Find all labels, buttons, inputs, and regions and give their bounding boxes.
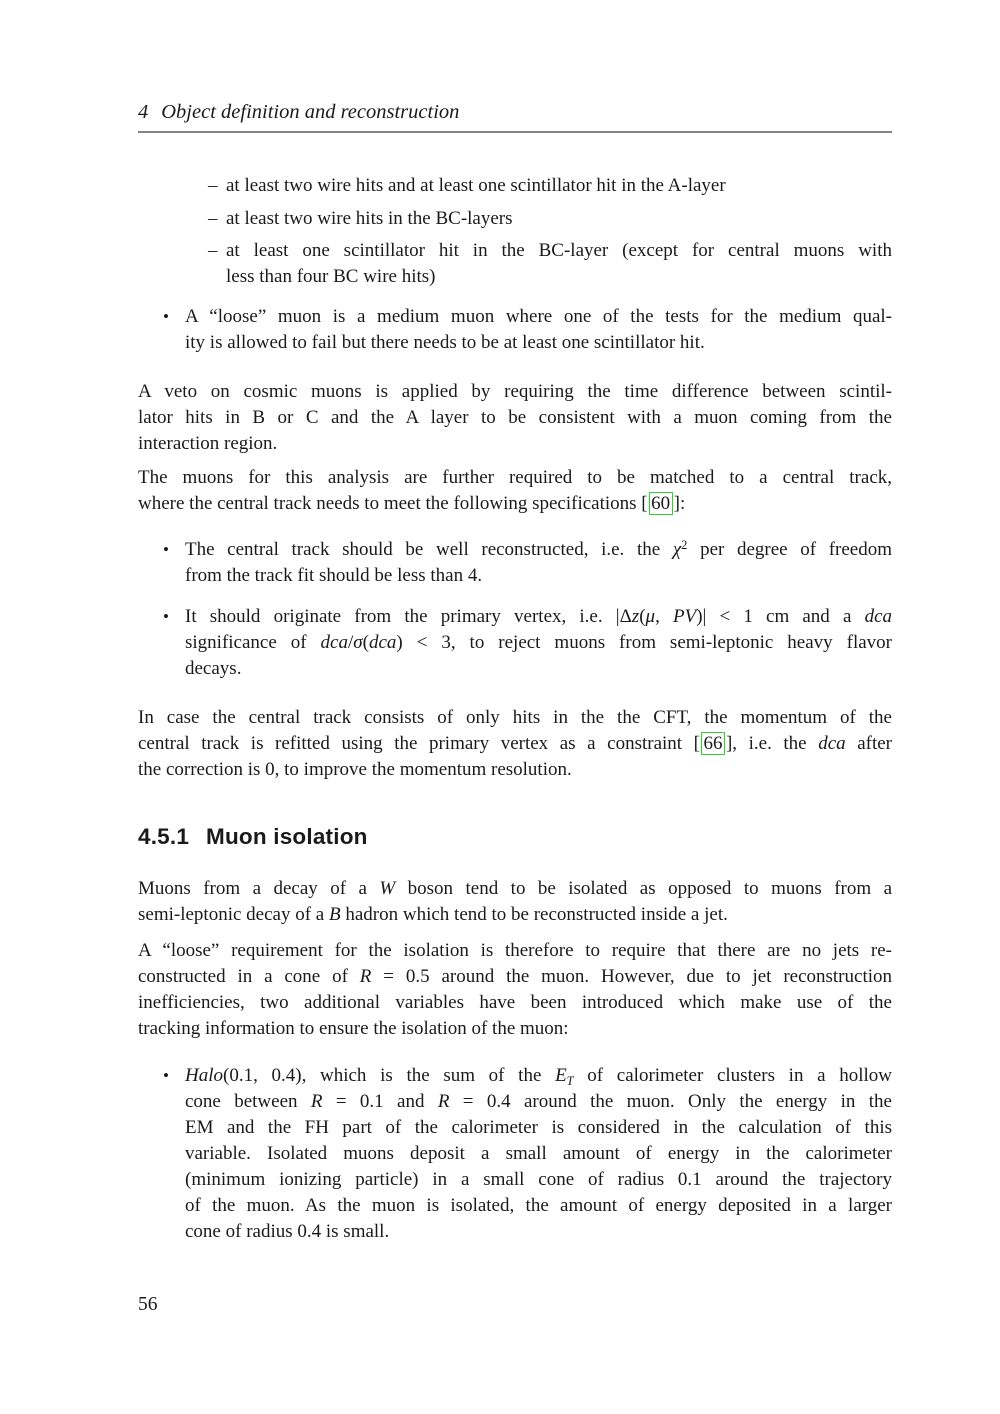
text-line <box>185 1167 892 1193</box>
text-segment: ( <box>639 606 646 627</box>
text-segment: Muons from a decay of a <box>138 878 380 899</box>
heading-muon-isolation <box>138 823 892 851</box>
text-segment: R <box>437 1091 450 1112</box>
text-segment: ( <box>362 632 369 653</box>
text-segment: tracking information to ensure the isolation of the muon: <box>138 1018 569 1039</box>
text-segment: at least two wire hits in the BC-layers <box>226 208 513 229</box>
text-line <box>138 405 892 431</box>
text-segment: χ <box>672 539 682 560</box>
text-segment: It should originate from the primary vertex, i.e. |Δ <box>185 606 632 627</box>
text-line <box>185 1115 892 1141</box>
text-line <box>185 1063 892 1089</box>
text-line <box>138 1016 892 1042</box>
text-segment: ], i.e. the <box>725 733 819 754</box>
text-segment: per degree of freedom <box>687 539 893 560</box>
text-segment: W <box>379 878 396 899</box>
text-segment: less than four BC wire hits) <box>226 266 436 287</box>
running-header <box>138 100 892 124</box>
text-block <box>138 100 892 1245</box>
text-line <box>185 330 892 356</box>
section-number: 4.5.1 <box>138 824 190 849</box>
dash-marker: – <box>208 208 218 229</box>
text-segment: dca <box>368 632 397 653</box>
bullet-primary-vertex <box>138 604 892 682</box>
text-line <box>138 876 892 902</box>
text-segment: cone between <box>185 1091 311 1112</box>
text-segment: central track is refitted using the primary vertex as a constraint [ <box>138 733 700 754</box>
text-line <box>185 304 892 330</box>
text-line <box>138 902 892 928</box>
text-segment: (0.1, 0.4), which is the sum of the <box>223 1065 556 1086</box>
para-w-boson <box>138 876 892 928</box>
text-segment: σ <box>353 632 363 653</box>
text-segment: boson tend to be isolated as opposed to muons from a <box>395 878 892 899</box>
section-title: Muon isolation <box>206 824 368 849</box>
citation-link-60[interactable]: 60 <box>649 492 673 515</box>
chapter-number: 4 <box>138 101 149 123</box>
dash-marker: – <box>208 240 218 261</box>
text-segment: )| < 1 cm and a <box>696 606 865 627</box>
dash-item-bc-layers <box>138 206 892 232</box>
text-line <box>185 1089 892 1115</box>
text-line <box>138 379 892 405</box>
content-blocks <box>138 173 892 1245</box>
text-line <box>226 173 892 199</box>
bullet-loose-muon <box>138 304 892 356</box>
text-segment: = 0.4 around the muon. Only the energy in the <box>449 1091 892 1112</box>
text-segment: from the track fit should be less than 4. <box>185 565 483 586</box>
text-line <box>185 563 892 589</box>
text-segment: ]: <box>673 493 686 514</box>
text-segment: hadron which tend to be reconstructed inside a jet. <box>340 904 728 925</box>
text-segment: constructed in a cone of <box>138 966 360 987</box>
para-central-track <box>138 465 892 517</box>
text-segment: z <box>631 606 640 627</box>
bullet-marker: • <box>163 540 169 559</box>
bullet-marker: • <box>163 307 169 326</box>
text-line <box>138 731 892 757</box>
text-line <box>185 537 892 563</box>
para-loose-isolation <box>138 938 892 1042</box>
text-segment: , <box>655 606 673 627</box>
text-segment: inefficiencies, two additional variables have been introduced which make use of the <box>138 992 892 1013</box>
text-segment: EM and the FH part of the calorimeter is considered in the calculation of this <box>185 1117 892 1138</box>
text-segment: at least one scintillator hit in the BC-layer (except for central muons with <box>226 240 892 261</box>
text-segment: variable. Isolated muons deposit a small amount of energy in the calorimeter <box>185 1143 892 1164</box>
text-segment: dca <box>864 606 892 627</box>
text-line <box>138 757 892 783</box>
text-segment: dca <box>320 632 348 653</box>
text-segment: where the central track needs to meet the following specifications [ <box>138 493 648 514</box>
text-segment: at least two wire hits and at least one scintillator hit in the A-layer <box>226 175 726 196</box>
text-segment: R <box>359 966 372 987</box>
text-segment: T <box>566 1074 574 1088</box>
text-segment: Halo <box>185 1065 223 1086</box>
text-segment: / <box>347 632 354 653</box>
dash-marker: – <box>208 175 218 196</box>
text-segment: lator hits in B or C and the A layer to be consistent with a muon coming from the <box>138 407 892 428</box>
text-segment: = 0.5 around the muon. However, due to jet reconstruction <box>371 966 892 987</box>
text-segment: semi-leptonic decay of a <box>138 904 329 925</box>
text-segment: The muons for this analysis are further required to be matched to a central track, <box>138 467 892 488</box>
text-segment: of calorimeter clusters in a hollow <box>573 1065 893 1086</box>
text-segment: A veto on cosmic muons is applied by requiring the time difference between scintil- <box>138 381 892 402</box>
citation-link-66[interactable]: 66 <box>701 732 725 755</box>
dash-item-bc-scint <box>138 238 892 290</box>
text-segment: 2 <box>681 538 688 552</box>
text-segment: of the muon. As the muon is isolated, the amount of energy deposited in a larger <box>185 1195 892 1216</box>
text-segment: ity is allowed to fail but there needs to be at least one scintillator hit. <box>185 332 705 353</box>
page-number: 56 <box>138 1294 158 1315</box>
text-line <box>226 264 892 290</box>
para-cft-refit <box>138 705 892 783</box>
text-segment: the correction is 0, to improve the momentum resolution. <box>138 759 572 780</box>
text-segment: R <box>310 1091 323 1112</box>
para-cosmic-veto <box>138 379 892 457</box>
text-segment: dca <box>818 733 846 754</box>
text-line <box>185 1193 892 1219</box>
text-line <box>138 465 892 491</box>
text-segment: decays. <box>185 658 242 679</box>
text-line <box>185 604 892 630</box>
dash-item-a-layer <box>138 173 892 199</box>
text-segment: μ <box>645 606 656 627</box>
text-segment: cone of radius 0.4 is small. <box>185 1221 390 1242</box>
text-line <box>138 964 892 990</box>
text-segment: The central track should be well reconstructed, i.e. the <box>185 539 673 560</box>
text-line <box>226 238 892 264</box>
text-line <box>138 990 892 1016</box>
chapter-title: Object definition and reconstruction <box>161 101 460 123</box>
bullet-chi2 <box>138 537 892 589</box>
text-line <box>226 206 892 232</box>
bullet-halo <box>138 1063 892 1245</box>
bullet-marker: • <box>163 607 169 626</box>
text-line <box>138 491 892 517</box>
text-segment: = 0.1 and <box>322 1091 438 1112</box>
header-rule <box>138 131 892 133</box>
text-segment: B <box>328 904 341 925</box>
text-line <box>185 1141 892 1167</box>
text-segment: (minimum ionizing particle) in a small cone of radius 0.1 around the trajectory <box>185 1169 892 1190</box>
text-line <box>185 656 892 682</box>
text-segment: ) < 3, to reject muons from semi-leptonic heavy flavor <box>396 632 892 653</box>
text-segment: significance of <box>185 632 321 653</box>
text-line <box>138 938 892 964</box>
text-line <box>138 705 892 731</box>
text-segment: PV <box>672 606 697 627</box>
text-line <box>138 431 892 457</box>
bullet-marker: • <box>163 1066 169 1085</box>
text-segment: interaction region. <box>138 433 278 454</box>
text-line <box>185 1219 892 1245</box>
text-segment: after <box>845 733 892 754</box>
text-segment: E <box>555 1065 567 1086</box>
text-line <box>185 630 892 656</box>
text-segment: A “loose” muon is a medium muon where one of the tests for the medium qual- <box>185 306 892 327</box>
text-segment: A “loose” requirement for the isolation is therefore to require that there are no jets re- <box>138 940 892 961</box>
text-segment: In case the central track consists of only hits in the the CFT, the momentum of the <box>138 707 892 728</box>
